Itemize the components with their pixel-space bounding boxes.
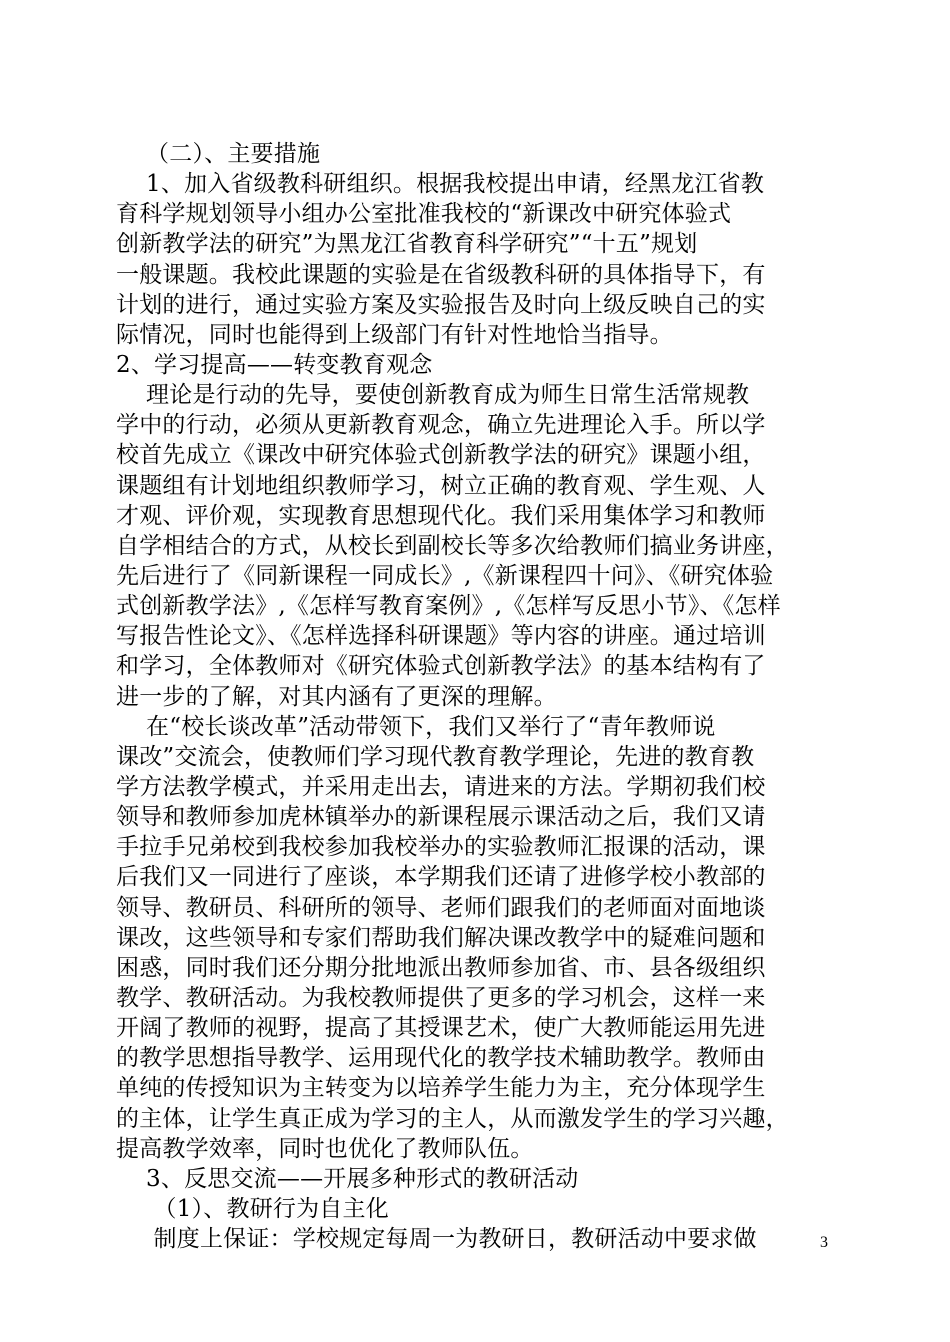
text-line: 开阔了教师的视野，提高了其授课艺术，使广大教师能运用先进 bbox=[116, 1015, 766, 1042]
text-line: 提高教学效率，同时也优化了教师队伍。 bbox=[116, 1135, 534, 1162]
text-line: 校首先成立《课改中研究体验式创新教学法的研究》课题小组， bbox=[116, 442, 766, 469]
text-line: （二）、主要措施 bbox=[116, 141, 321, 167]
text-line: 2、学习提高——转变教育观念 bbox=[116, 351, 433, 378]
text-line: 理论是行动的先导，要使创新教育成为师生日常生活常规教 bbox=[116, 382, 750, 409]
text-line: 的教学思想指导教学、运用现代化的教学技术辅助教学。教师由 bbox=[116, 1045, 766, 1072]
text-line: 困惑，同时我们还分期分批地派出教师参加省、市、县各级组织 bbox=[116, 954, 766, 981]
text-line: 和学习，全体教师对《研究体验式创新教学法》的基本结构有了 bbox=[116, 653, 766, 680]
text-line: 学中的行动，必须从更新教育观念，确立先进理论入手。所以学 bbox=[116, 412, 766, 439]
text-line: 在“校长谈改革”活动带领下，我们又举行了“青年教师说 bbox=[116, 713, 716, 740]
text-line: 自学相结合的方式，从校长到副校长等多次给教师们搞业务讲座， bbox=[116, 532, 789, 559]
text-line: 3、反思交流——开展多种形式的教研活动 bbox=[116, 1165, 579, 1192]
text-line: 领导、教研员、科研所的领导、老师们跟我们的老师面对面地谈 bbox=[116, 894, 766, 921]
text-line: 制度上保证：学校规定每周一为教研日，教研活动中要求做 bbox=[116, 1226, 757, 1253]
text-line: 学方法教学模式，并采用走出去，请进来的方法。学期初我们校 bbox=[116, 773, 766, 800]
text-line: 1、加入省级教科研组织。根据我校提出申请，经黑龙江省教 bbox=[116, 171, 765, 198]
text-line: 领导和教师参加虎林镇举办的新课程展示课活动之后，我们又请 bbox=[116, 804, 766, 831]
text-line: 单纯的传授知识为主转变为以培养学生能力为主，充分体现学生 bbox=[116, 1075, 766, 1102]
text-line: 手拉手兄弟校到我校参加我校举办的实验教师汇报课的活动，课 bbox=[116, 834, 766, 861]
text-line: 先后进行了《同新课程一同成长》,《新课程四十问》、《研究体验 bbox=[116, 562, 774, 589]
text-line: 一般课题。我校此课题的实验是在省级教科研的具体指导下，有 bbox=[116, 261, 766, 288]
text-line: 写报告性论文》、《怎样选择科研课题》等内容的讲座。通过培训 bbox=[116, 623, 766, 650]
text-line: 才观、评价观，实现教育思想现代化。我们采用集体学习和教师 bbox=[116, 502, 766, 529]
text-line: 计划的进行，通过实验方案及实验报告及时向上级反映自己的实 bbox=[116, 291, 766, 318]
text-line: 的主体，让学生真正成为学习的主人，从而激发学生的学习兴趣， bbox=[116, 1105, 789, 1132]
page-number: 3 bbox=[820, 1234, 828, 1251]
text-line: 课改，这些领导和专家们帮助我们解决课改教学中的疑难问题和 bbox=[116, 924, 766, 951]
text-line: 创新教学法的研究”为黑龙江省教育科学研究”“十五”规划 bbox=[116, 231, 698, 258]
text-line: 课题组有计划地组织教师学习，树立正确的教育观、学生观、人 bbox=[116, 472, 766, 499]
text-line: 际情况，同时也能得到上级部门有针对性地恰当指导。 bbox=[116, 321, 673, 348]
document-body bbox=[116, 139, 846, 1254]
text-line: 进一步的了解，对其内涵有了更深的理解。 bbox=[116, 683, 557, 710]
text-line: 式创新教学法》,《怎样写教育案例》,《怎样写反思小节》、《怎样 bbox=[116, 593, 781, 620]
text-line: 后我们又一同进行了座谈，本学期我们还请了进修学校小教部的 bbox=[116, 864, 766, 891]
text-line: 课改”交流会，使教师们学习现代教育教学理论，先进的教育教 bbox=[116, 743, 755, 770]
text-line: 育科学规划领导小组办公室批准我校的“新课改中研究体验式 bbox=[116, 201, 732, 228]
text-line: （1）、教研行为自主化 bbox=[116, 1195, 389, 1222]
text-line: 教学、教研活动。为我校教师提供了更多的学习机会，这样一来 bbox=[116, 984, 766, 1011]
